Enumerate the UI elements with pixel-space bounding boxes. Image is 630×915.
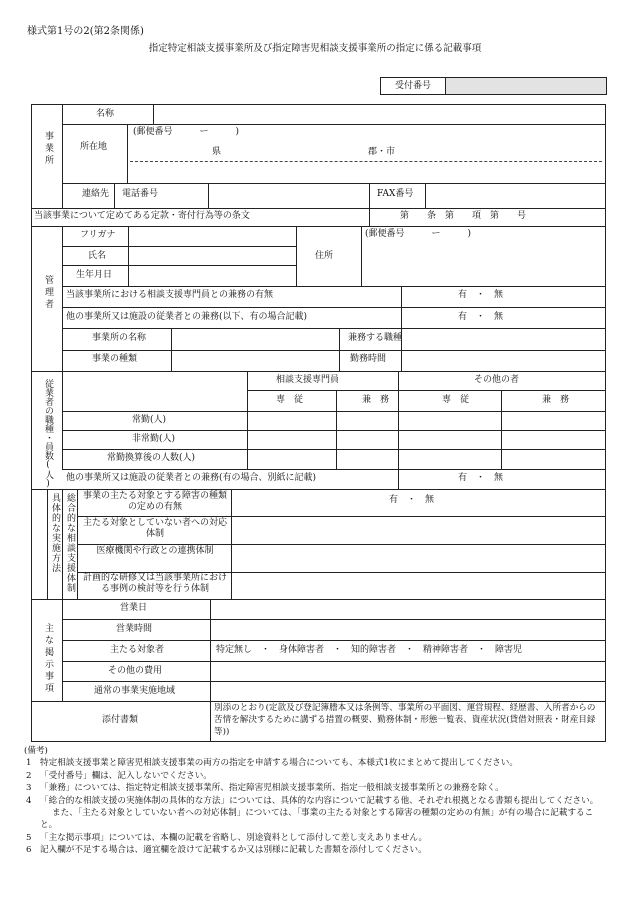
staff-section-label: 従業者の職種・員数(人): [43, 379, 53, 489]
dual-role-label: 兼務する職種: [348, 333, 403, 343]
method-row4-label: 計画的な研修又は当該事業所における事例の検討等を行う体制: [82, 573, 227, 594]
col-consultant-dual: 兼 務: [362, 395, 390, 405]
note-item: 6 記入欄が不足する場合は、適宜欄を設けて記載するか又は別様に記載した書類を添付してください。: [26, 845, 427, 856]
manager-name-label: 氏名: [88, 251, 107, 261]
col-consultant-full: 専 従: [276, 395, 304, 405]
articles-label: 当該事業について定めてある定款・寄付行為等の条文: [34, 211, 250, 221]
office-address-label: 所在地: [80, 142, 108, 152]
target-value: 特定無し ・ 身体障害者 ・ 知的障害者 ・ 精神障害者 ・ 障害児: [216, 645, 523, 655]
method-row1-label: 事業の主たる対象とする障害の種類の定めの有無: [82, 491, 227, 512]
dual-consultant-value: 有 ・ 無: [458, 290, 504, 300]
staff-dual-other-value: 有 ・ 無: [458, 473, 504, 483]
receipt-number-box: [380, 77, 607, 95]
dual-other-label: 他の事業所又は施設の従業者との兼務(以下、有の場合記載): [66, 312, 308, 322]
posting-section-label: 主な掲示事項: [43, 623, 53, 695]
attachments-label: 添付書類: [102, 715, 139, 725]
note-item: 1 特定相談支援事業と障害児相談支援事業の両方の指定を申請する場合についても、本様式1枚にまとめて提出してください。: [26, 758, 518, 769]
facility-name-label: 事業所の名称: [92, 333, 147, 343]
method-row3-label: 医療機関や行政との連携体制: [96, 546, 214, 556]
notes-heading: (備考): [24, 746, 48, 756]
fax-label: FAX番号: [377, 189, 414, 199]
method-section-label: 具体的な実施方法: [50, 493, 60, 573]
receipt-number-field[interactable]: [446, 78, 606, 94]
note-item: 2 「受付番号」欄は、記入しないでください。: [26, 770, 212, 781]
note-item: また、「主たる対象としていない者への対応体制」については、「事業の主たる対象とする障害の種類の定めの有無」が有の場合に記載すること。: [40, 808, 594, 831]
business-hours-label: 営業時間: [116, 624, 153, 634]
form-number: 様式第1号の2(第2条関係): [27, 26, 144, 37]
note-item: 3 「兼務」については、指定特定相談支援事業所、指定障害児相談支援事業所、指定一般相談支援事業所との兼務を除く。: [26, 783, 504, 794]
form-title: 指定特定相談支援事業所及び指定障害児相談支援事業所の指定に係る記載事項: [148, 43, 482, 54]
office-contact-label: 連絡先: [82, 189, 110, 199]
application-form-table: [31, 104, 606, 742]
target-label: 主たる対象者: [110, 645, 165, 655]
row-converted-label: 常勤換算後の人数(人): [107, 453, 196, 463]
staff-dual-other-label: 他の事業所又は施設の従業者との兼務(有の場合、別紙に記載): [66, 473, 317, 483]
business-days-label: 営業日: [120, 603, 148, 613]
note-item: 4 「総合的な相談支援の実施体制の具体的な方法」については、具体的な内容について記載する他、それぞれ根拠となる書類も提出してください。: [26, 795, 599, 806]
row-parttime-label: 非常勤(人): [132, 434, 176, 444]
receipt-number-label: 受付番号: [381, 78, 446, 94]
manager-section-label: 管理者: [43, 275, 53, 311]
service-area-label: 通常の事業実施地域: [94, 686, 176, 696]
office-name-label: 名称: [96, 109, 115, 119]
phone-label: 電話番号: [122, 189, 159, 199]
office-city: 郡・市: [368, 147, 396, 157]
furigana-label: フリガナ: [80, 230, 116, 240]
articles-value: 第 条 第 項 第 号: [400, 211, 527, 221]
note-item: 5 「主な掲示事項」については、本欄の記載を省略し、別途資料として添付して差し支えありません。: [26, 832, 428, 843]
system-section-label: 総合的な相談支援体制: [65, 493, 75, 593]
col-other-dual: 兼 務: [542, 395, 570, 405]
facility-type-label: 事業の種類: [92, 354, 138, 364]
notes-section: [24, 745, 610, 857]
dual-consultant-label: 当該事業所における相談支援専門員との兼務の有無: [66, 290, 274, 300]
manager-address-label: 住所: [315, 251, 334, 261]
method-row1-value: 有 ・ 無: [389, 495, 435, 505]
office-prefecture: 県: [212, 147, 222, 157]
office-section-label: 事業所: [43, 131, 53, 167]
work-hours-label: 勤務時間: [350, 354, 387, 364]
manager-postal-code: (郵便番号 ー ): [365, 229, 472, 239]
col-other-full: 専 従: [442, 395, 470, 405]
dual-other-value: 有 ・ 無: [458, 312, 504, 322]
col-consultant-header: 相談支援専門員: [276, 375, 340, 385]
row-fulltime-label: 常勤(人): [132, 415, 167, 425]
method-row2-label: 主たる対象としていない者への対応体制: [82, 518, 227, 539]
office-postal-code: (郵便番号 ー ): [133, 127, 240, 137]
other-fees-label: その他の費用: [108, 666, 163, 676]
col-other-header: その他の者: [474, 375, 520, 385]
birth-date-label: 生年月日: [76, 270, 113, 280]
attachments-value: 別添のとおり(定款及び登記簿謄本又は条例等、事業所の平面図、運営規程、経歴書、入所者からの苦情を解決するために講ずる措置の概要、勤務体制・形態一覧表、資産状況(貸借対照表・財産目録等)): [214, 703, 596, 737]
